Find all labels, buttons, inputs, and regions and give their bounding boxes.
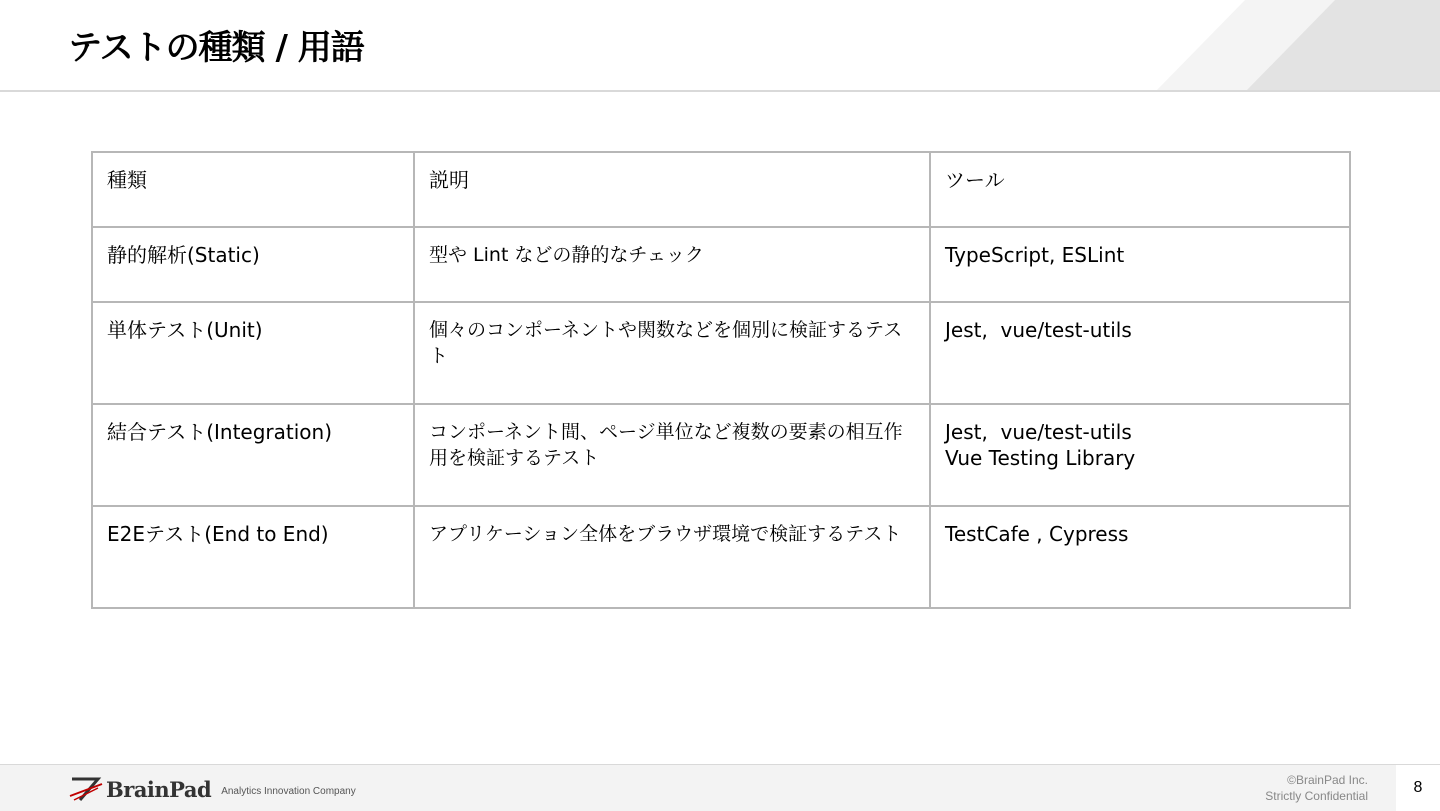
column-header-tools: ツール [930, 152, 1350, 227]
brainpad-logo [68, 776, 356, 802]
cell-description: 型や Lint などの静的なチェック [414, 227, 930, 302]
column-header-type: 種類 [92, 152, 414, 227]
confidential-text: Strictly Confidential [1265, 789, 1368, 803]
cell-type: 静的解析(Static) [92, 227, 414, 302]
table-header-row [92, 152, 1350, 227]
page-number: 8 [1396, 765, 1440, 811]
table-row [92, 506, 1350, 608]
slide-header [0, 0, 1440, 92]
cell-description: コンポーネント間、ページ単位など複数の要素の相互作用を検証するテスト [414, 404, 930, 506]
cell-type: 単体テスト(Unit) [92, 302, 414, 404]
cell-tools [930, 302, 1350, 404]
table-row [92, 302, 1350, 404]
tool-name: Vue Testing Library [945, 446, 1136, 470]
copyright-text: ©BrainPad Inc. [1287, 773, 1368, 787]
page-title: テストの種類 / 用語 [68, 28, 364, 68]
tool-name: Jest, vue/test-utils [945, 318, 1132, 342]
cell-tools [930, 227, 1350, 302]
cell-tools [930, 404, 1350, 506]
cell-type: 結合テスト(Integration) [92, 404, 414, 506]
test-types-table [91, 151, 1349, 609]
slide-footer [0, 764, 1440, 811]
table-row [92, 404, 1350, 506]
column-header-description: 説明 [414, 152, 930, 227]
logo-text: BrainPad [106, 776, 212, 802]
table-row [92, 227, 1350, 302]
logo-tagline: Analytics Innovation Company [221, 785, 356, 797]
tool-name: TypeScript, ESLint [945, 243, 1125, 267]
tool-name: Jest, vue/test-utils [945, 420, 1132, 444]
cell-description: 個々のコンポーネントや関数などを個別に検証するテスト [414, 302, 930, 404]
cell-description: アプリケーション全体をブラウザ環境で検証するテスト [414, 506, 930, 608]
tool-name: TestCafe , Cypress [945, 522, 1129, 546]
cell-tools [930, 506, 1350, 608]
logo-mark-icon [68, 776, 104, 802]
copyright-notice [1265, 772, 1368, 804]
cell-type: E2Eテスト(End to End) [92, 506, 414, 608]
